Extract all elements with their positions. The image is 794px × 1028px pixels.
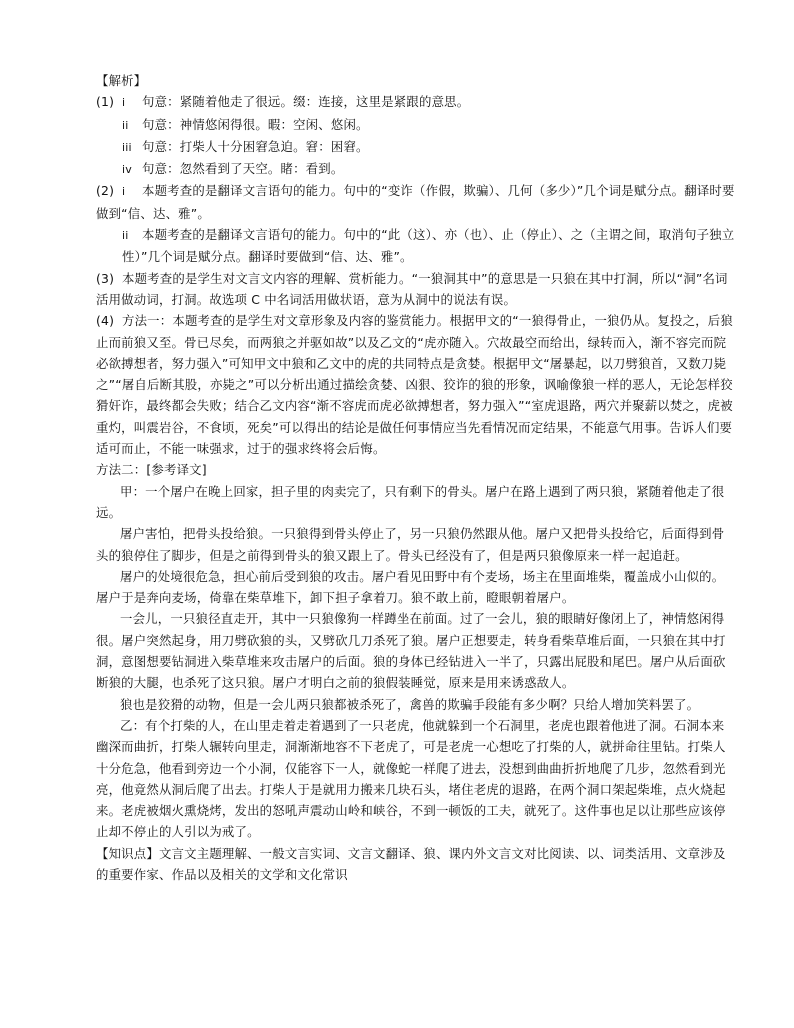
q2-item-2 <box>96 224 736 268</box>
translation-paragraph: 屠户的处境很危急，担心前后受到狼的攻击。屠户看见田野中有个麦场，场主在里面堆柴，覆盖成小山似的。屠户于是奔向麦场，倚靠在柴草堆下，卸下担子拿着刀。狼不敢上前，瞪眼朝着屠户。 <box>96 568 725 606</box>
roman-numeral: ii <box>122 229 129 243</box>
q3-text: 本题考查的是学生对文言文内容的理解、赏析能力。“一狼洞其中”的意思是一只狼在其中打洞，所以“洞”名词活用做动词，打洞。故选项 C 中名词活用做状语，意为从洞中的说法有误。 <box>96 270 728 307</box>
answer-analysis <box>96 70 736 885</box>
translation-paragraph: 乙：有个打柴的人，在山里走着走着遇到了一只老虎，他就躲到一个石洞里，老虎也跟着他进了洞。石洞本来幽深而曲折，打柴人辗转向里走，洞渐渐地容不下老虎了，可是老虎一心想吃了打柴的人，就拼命往里钻。打柴人十分危急，他看到旁边一个小洞，仅能容下一人，就像蛇一样爬了进去，没想到曲曲折折地爬了几步，忽然看到光亮，他竟然从洞后爬了出去。打柴人于是就用力搬来几块石头，堵住老虎的退路，在两个洞口架起柴堆，点火烧起来。老虎被烟火熏烧烤，发出的怒吼声震动山岭和峡谷，不到一顿饭的工夫，就死了。这件事也足以让那些应该停止却不停止的人引以为戒了。 <box>96 717 726 840</box>
q1-item-text: 句意：忽然看到了天空。睹：看到。 <box>142 161 344 177</box>
q1-item-text: 句意：打柴人十分困窘急迫。窘：困窘。 <box>142 138 369 154</box>
q3-paragraph <box>96 268 736 311</box>
q1-number: (1) <box>96 94 115 110</box>
q1-item-3 <box>96 136 736 158</box>
roman-numeral: i <box>122 96 126 110</box>
roman-numeral: iv <box>122 163 132 177</box>
roman-numeral: iii <box>122 140 132 154</box>
q1-item-text: 句意：紧随着他走了很远。缀：连接，这里是紧跟的意思。 <box>142 94 470 110</box>
q1-item-4 <box>96 158 736 180</box>
translation-paragraph: 屠户害怕，把骨头投给狼。一只狼得到骨头停止了，另一只狼仍然跟从他。屠户又把骨头投给它，后面得到骨头的狼停住了脚步，但是之前得到骨头的狼又跟上了。骨头已经没有了，但是两只狼像原来一样一起追赶。 <box>96 526 725 563</box>
q2-number: (2) <box>96 183 115 199</box>
roman-numeral: ii <box>122 118 129 132</box>
q1-item-text: 句意：神情悠闲得很。暇：空闲、悠闲。 <box>142 116 369 132</box>
q2-item-text: 本题考查的是翻译文言语句的能力。句中的“此（这）、亦（也）、止（停止）、之（主谓之间，取消句子独立性）”几个词是赋分点。翻译时要做到“信、达、雅”。 <box>122 227 735 265</box>
q1-item-2 <box>96 114 736 136</box>
method2-label: 方法二：[参考译文] <box>96 462 207 478</box>
q2-item-text: 本题考查的是翻译文言语句的能力。句中的“变诈（作假，欺骗）、几何（多少）”几个词是赋分点。翻译时要做到“信、达、雅”。 <box>96 183 735 221</box>
q4-text: 方法一：本题考查的是学生对文章形象及内容的鉴赏能力。根据甲文的“一狼得骨止，一狼仍从。复投之，后狼止而前狼又至。骨已尽矣，而两狼之并驱如故”以及乙文的“虎亦随入。穴故最空而给出，绿转而入，渐不容完而院必欲搏想者，努力强入”可知甲文中狼和乙文中的虎的共同特点是贪婪。根据甲文“屠暴起，以刀劈狼首，又数刀毙之”“屠自后断其股，亦毙之”可以分析出通过描绘贪婪、凶狠、狡诈的狼的形象，讽喻像狼一样的恶人，无论怎样狡猾奸诈，最终都会失败；结合乙文内容“渐不容虎而虎必欲搏想者，努力强入”“室虎退路，两穴并聚薪以焚之，虎被重灼，叫震岩谷，不食顷，死矣”可以得出的结论是做任何事情应当先看情况而定结果，不能意气用事。告诉人们要适可而止，不能一味强求，过于的强求终将会后悔。 <box>96 313 733 457</box>
roman-numeral: i <box>122 185 126 199</box>
q2-item-1 <box>96 180 736 224</box>
translation-paragraph: 一会儿，一只狼径直走开，其中一只狼像狗一样蹲坐在前面。过了一会儿，狼的眼睛好像闭上了，神情悠闲得很。屠户突然起身，用刀劈砍狼的头，又劈砍几刀杀死了狼。屠户正想要走，转身看柴草堆后面，一只狼在其中打洞，意图想要钻洞进入柴草堆来攻击屠户的后面。狼的身体已经钻进入一半了，只露出屁股和尾巴。屠户从后面砍断狼的大腿，也杀死了这只狼。屠户才明白之前的狼假装睡觉，原来是用来诱惑敌人。 <box>96 611 726 691</box>
q3-number: (3) <box>96 270 115 286</box>
translation-paragraph: 甲：一个屠户在晚上回家，担子里的肉卖完了，只有剩下的骨头。屠户在路上遇到了两只狼，紧随着他走了很远。 <box>96 483 725 520</box>
analysis-heading: 【解析】 <box>96 73 147 88</box>
q4-paragraph <box>96 310 736 459</box>
translation-paragraph: 狼也是狡猾的动物，但是一会儿两只狼都被杀死了，禽兽的欺骗手段能有多少啊？只给人增加笑料罢了。 <box>120 696 700 712</box>
knowledge-points: 【知识点】文言文主题理解、一般文言实词、文言文翻译、狼、课内外文言文对比阅读、以、词类活用、文章涉及的重要作家、作品以及相关的文学和文化常识 <box>96 845 726 882</box>
q1-item-1 <box>96 91 736 113</box>
q4-number: (4) <box>96 313 115 329</box>
